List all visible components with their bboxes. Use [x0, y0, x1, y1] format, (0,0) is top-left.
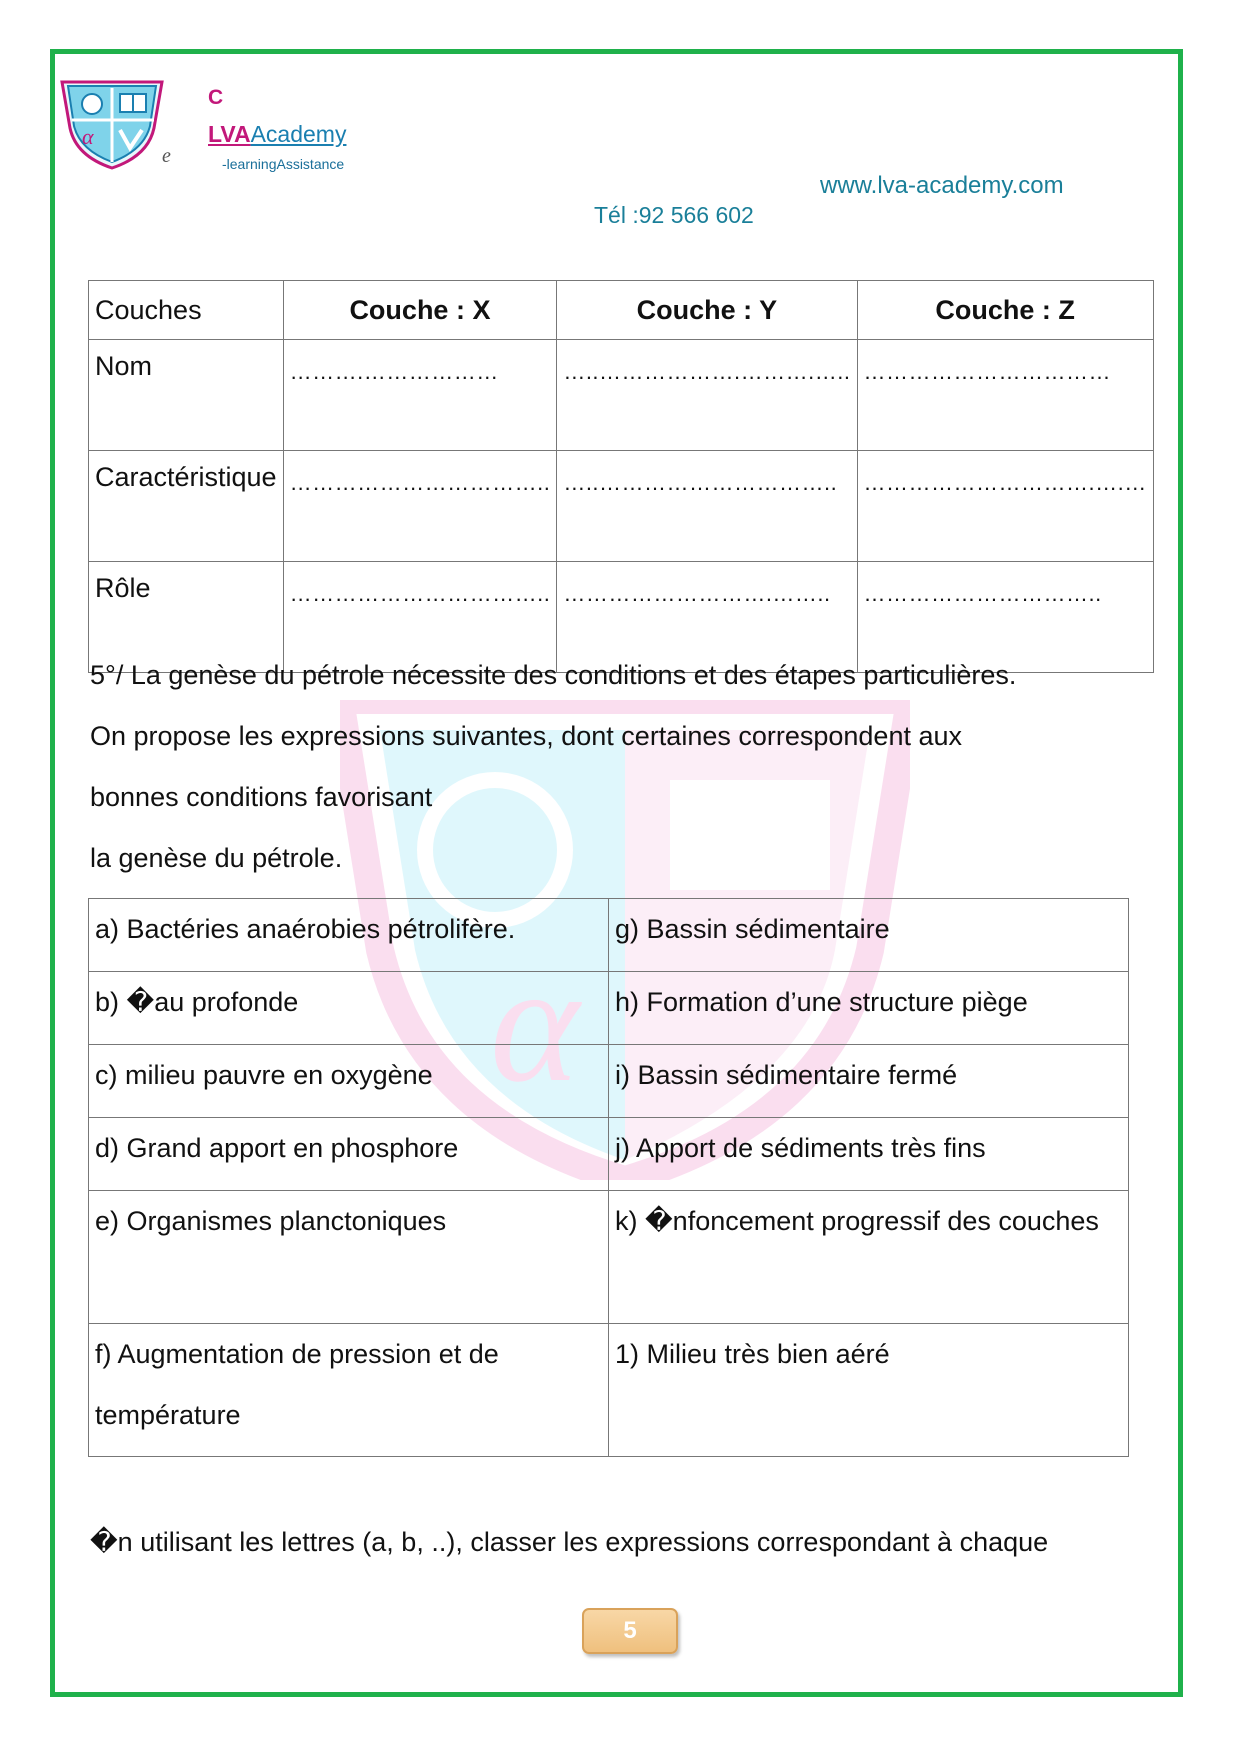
header-cell-x: Couche : X: [283, 281, 557, 340]
table-row: [89, 972, 1129, 1045]
table-row: [89, 1118, 1129, 1191]
expression-cell: d) Grand apport en phosphore: [89, 1118, 609, 1191]
layers-table: [88, 280, 1154, 673]
phone-number: Tél :92 566 602: [594, 202, 754, 228]
row-label: Rôle: [89, 562, 284, 673]
table-header-row: [89, 281, 1154, 340]
answer-blank[interactable]: ……………………………..: [283, 562, 557, 673]
brand-e: e: [162, 145, 171, 167]
header-cell-couches: Couches: [89, 281, 284, 340]
academy-logo-icon: [58, 78, 166, 170]
expression-cell: f) Augmentation de pression et de température: [89, 1324, 609, 1457]
expression-cell: g) Bassin sédimentaire: [609, 899, 1129, 972]
table-row: [89, 1045, 1129, 1118]
answer-blank[interactable]: ……………………………: [857, 340, 1153, 451]
question-line: la genèse du pétrole.: [90, 843, 343, 873]
brand-name: [208, 121, 346, 147]
expressions-table: [88, 898, 1129, 1457]
answer-blank[interactable]: ………………………….….…: [857, 451, 1153, 562]
header-cell-z: Couche : Z: [857, 281, 1153, 340]
row-label: Nom: [89, 340, 284, 451]
question-line: On propose les expressions suivantes, dont certaines correspondent aux: [90, 721, 963, 751]
expression-cell: a) Bactéries anaérobies pétrolifère.: [89, 899, 609, 972]
svg-text:α: α: [82, 124, 94, 149]
table-row: [89, 1191, 1129, 1324]
website-link[interactable]: www.lva-academy.com: [820, 172, 1064, 199]
svg-text:α: α: [490, 929, 580, 1117]
row-label: Caractéristique: [89, 451, 284, 562]
brand-tagline: -learningAssistance: [222, 156, 345, 172]
answer-blank[interactable]: ……………………….……..: [557, 562, 857, 673]
brand-lva: LVA: [208, 121, 251, 147]
header-cell-y: Couche : Y: [557, 281, 857, 340]
expression-cell: b) �au profonde: [89, 972, 609, 1045]
question-line: bonnes conditions favorisant: [90, 782, 433, 812]
expression-cell: j) Apport de sédiments très fins: [609, 1118, 1129, 1191]
question-line: 5°/ La genèse du pétrole nécessite des conditions et des étapes particulières.: [90, 660, 1017, 690]
answer-blank[interactable]: …..……………….……….…..: [557, 340, 857, 451]
table-row: [89, 899, 1129, 972]
brand-academy: Academy: [250, 121, 347, 147]
answer-blank[interactable]: …………………………..: [857, 562, 1153, 673]
expression-cell: e) Organismes planctoniques: [89, 1191, 609, 1324]
expression-cell: 1) Milieu très bien aéré: [609, 1324, 1129, 1457]
page-number: 5: [582, 1608, 678, 1654]
brand-letter: C: [208, 86, 224, 109]
expression-cell: c) milieu pauvre en oxygène: [89, 1045, 609, 1118]
answer-blank[interactable]: …..…………………………..: [557, 451, 857, 562]
answer-blank[interactable]: ……………………………..: [283, 451, 557, 562]
expression-cell: i) Bassin sédimentaire fermé: [609, 1045, 1129, 1118]
question-text: [90, 645, 1150, 889]
table-row-caracteristique: [89, 451, 1154, 562]
table-row: [89, 1324, 1129, 1457]
instruction-text: �n utilisant les lettres (a, b, ..), classer les expressions correspondant à chaque: [90, 1527, 1049, 1557]
expression-cell: h) Formation d’une structure piège: [609, 972, 1129, 1045]
expression-cell: k) �nfoncement progressif des couches: [609, 1191, 1129, 1324]
table-row-nom: [89, 340, 1154, 451]
answer-blank[interactable]: ……….………………: [283, 340, 557, 451]
